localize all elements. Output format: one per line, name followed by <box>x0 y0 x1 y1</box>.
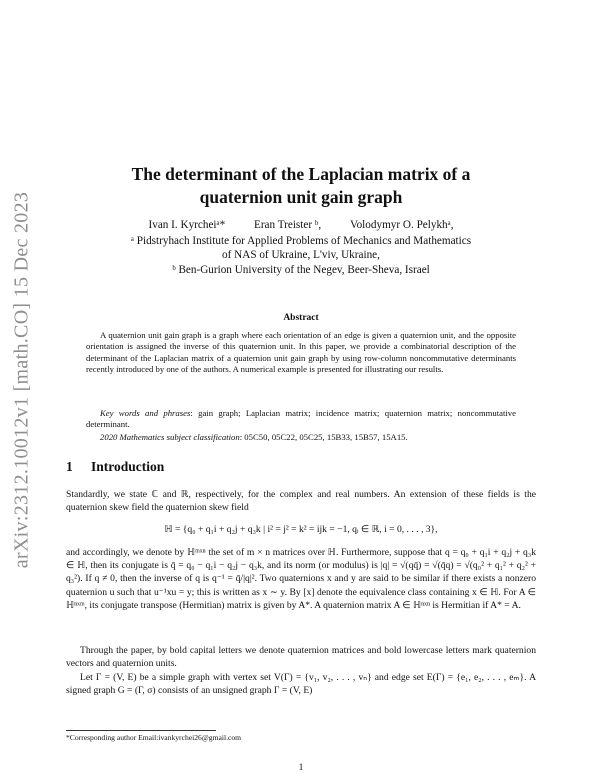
affiliation-a-line-2: of NAS of Ukraine, L'viv, Ukraine, <box>222 249 380 261</box>
title-line-2: quaternion unit gain graph <box>199 187 403 207</box>
title-line-1: The determinant of the Laplacian matrix of a <box>131 164 471 184</box>
paragraph-3: Through the paper, by bold capital letters we denote quaternion matrices and bold lowercase letters mark quaternion vectors and quaternion units. <box>66 645 536 670</box>
author-2: Eran Treister ᵇ, <box>253 219 322 231</box>
msc-classification <box>86 432 516 443</box>
arxiv-identifier: arXiv:2312.10012v1 [math.CO] 15 Dec 2023 <box>10 191 33 569</box>
author-list <box>66 219 536 231</box>
section-number: 1 <box>66 459 73 474</box>
keywords-text: : gain graph; Laplacian matrix; incidence matrix; quaternion matrix; noncommutative determinant. <box>86 408 516 430</box>
affiliation-b: ᵇ Ben-Gurion University of the Negev, Beer-Sheva, Israel <box>172 264 430 276</box>
paragraph-1: Standardly, we state ℂ and ℝ, respectively, for the complex and real numbers. An extension of these fields is the quaternion skew field the quaternion skew field <box>66 489 536 514</box>
section-heading <box>66 459 164 475</box>
affiliation-a-line-1: ᵃ Pidstryhach Institute for Applied Problems of Mechanics and Mathematics <box>130 235 472 247</box>
footnote-rule <box>66 730 216 731</box>
author-1: Ivan I. Kyrcheiᵃ* <box>148 219 226 231</box>
paragraph-2: and accordingly, we denote by ℍᵐˣⁿ the set of m × n matrices over ℍ. Furthermore, suppose that q = q₀ + q₁i + q₂j + q₃k ∈ ℍ, then its conjugate is q̄ = q₀ − q₁i − q₂j − q₃k, and its norm (or modulus) is |q| = √(qq̄) = √(q̄q) = √(q₀² + q₁² + q₂² + q₃²). If q ≠ 0, then the inverse of q is q⁻¹ = q̄/|q|². Two quaternions x and y are said to be similar if there exists a nonzero quaternion u such that u⁻¹xu = y; this is written as x ∼ y. By [x] denote the equivalence class containing x ∈ ℍ. For A ∈ ℍⁿˣᵐ, its conjugate transpose (Hermitian) matrix is given by A*. A quaternion matrix A ∈ ℍⁿˣⁿ is Hermitian if A* = A. <box>66 547 536 611</box>
abstract-text: A quaternion unit gain graph is a graph where each orientation of an edge is given a quaternion unit, and the opposite orientation is assigned the inverse of this quaternion unit. In this paper, we provide a combinatorial description of the determinant of the Laplacian matrix of a quaternion unit gain graph by using row-column noncommutative determinants recently introduced by one of the authors. A numerical example is presented for illustrating our results. <box>86 330 516 374</box>
page-number: 1 <box>298 762 304 773</box>
abstract-heading: Abstract <box>283 313 319 323</box>
arxiv-side-stamp <box>2 175 42 585</box>
keywords-label: Key words and phrases <box>100 408 191 418</box>
footnote: *Corresponding author Email:ivankyrchei26@gmail.com <box>66 733 242 742</box>
msc-label: 2020 Mathematics subject classification <box>100 432 240 442</box>
paper-title <box>66 163 536 209</box>
keywords <box>86 408 516 431</box>
msc-text: : 05C50, 05C22, 05C25, 15B33, 15B57, 15A15. <box>239 432 408 442</box>
author-3: Volodymyr O. Pelykhᵃ, <box>349 219 454 231</box>
quaternion-definition-formula: ℍ = {q₀ + q₁i + q₂j + q₃k | i² = j² = k² = ijk = −1, qᵢ ∈ ℝ, i = 0, . . . , 3}, <box>164 524 438 535</box>
paragraph-4: Let Γ = (V, E) be a simple graph with vertex set V(Γ) = {v₁, v₂, . . . , vₙ} and edge set E(Γ) = {e₁, e₂, . . . , eₘ}. A signed graph G = (Γ, σ) consists of an unsigned graph Γ = (V, E) <box>66 672 536 697</box>
section-title: Introduction <box>91 459 165 474</box>
